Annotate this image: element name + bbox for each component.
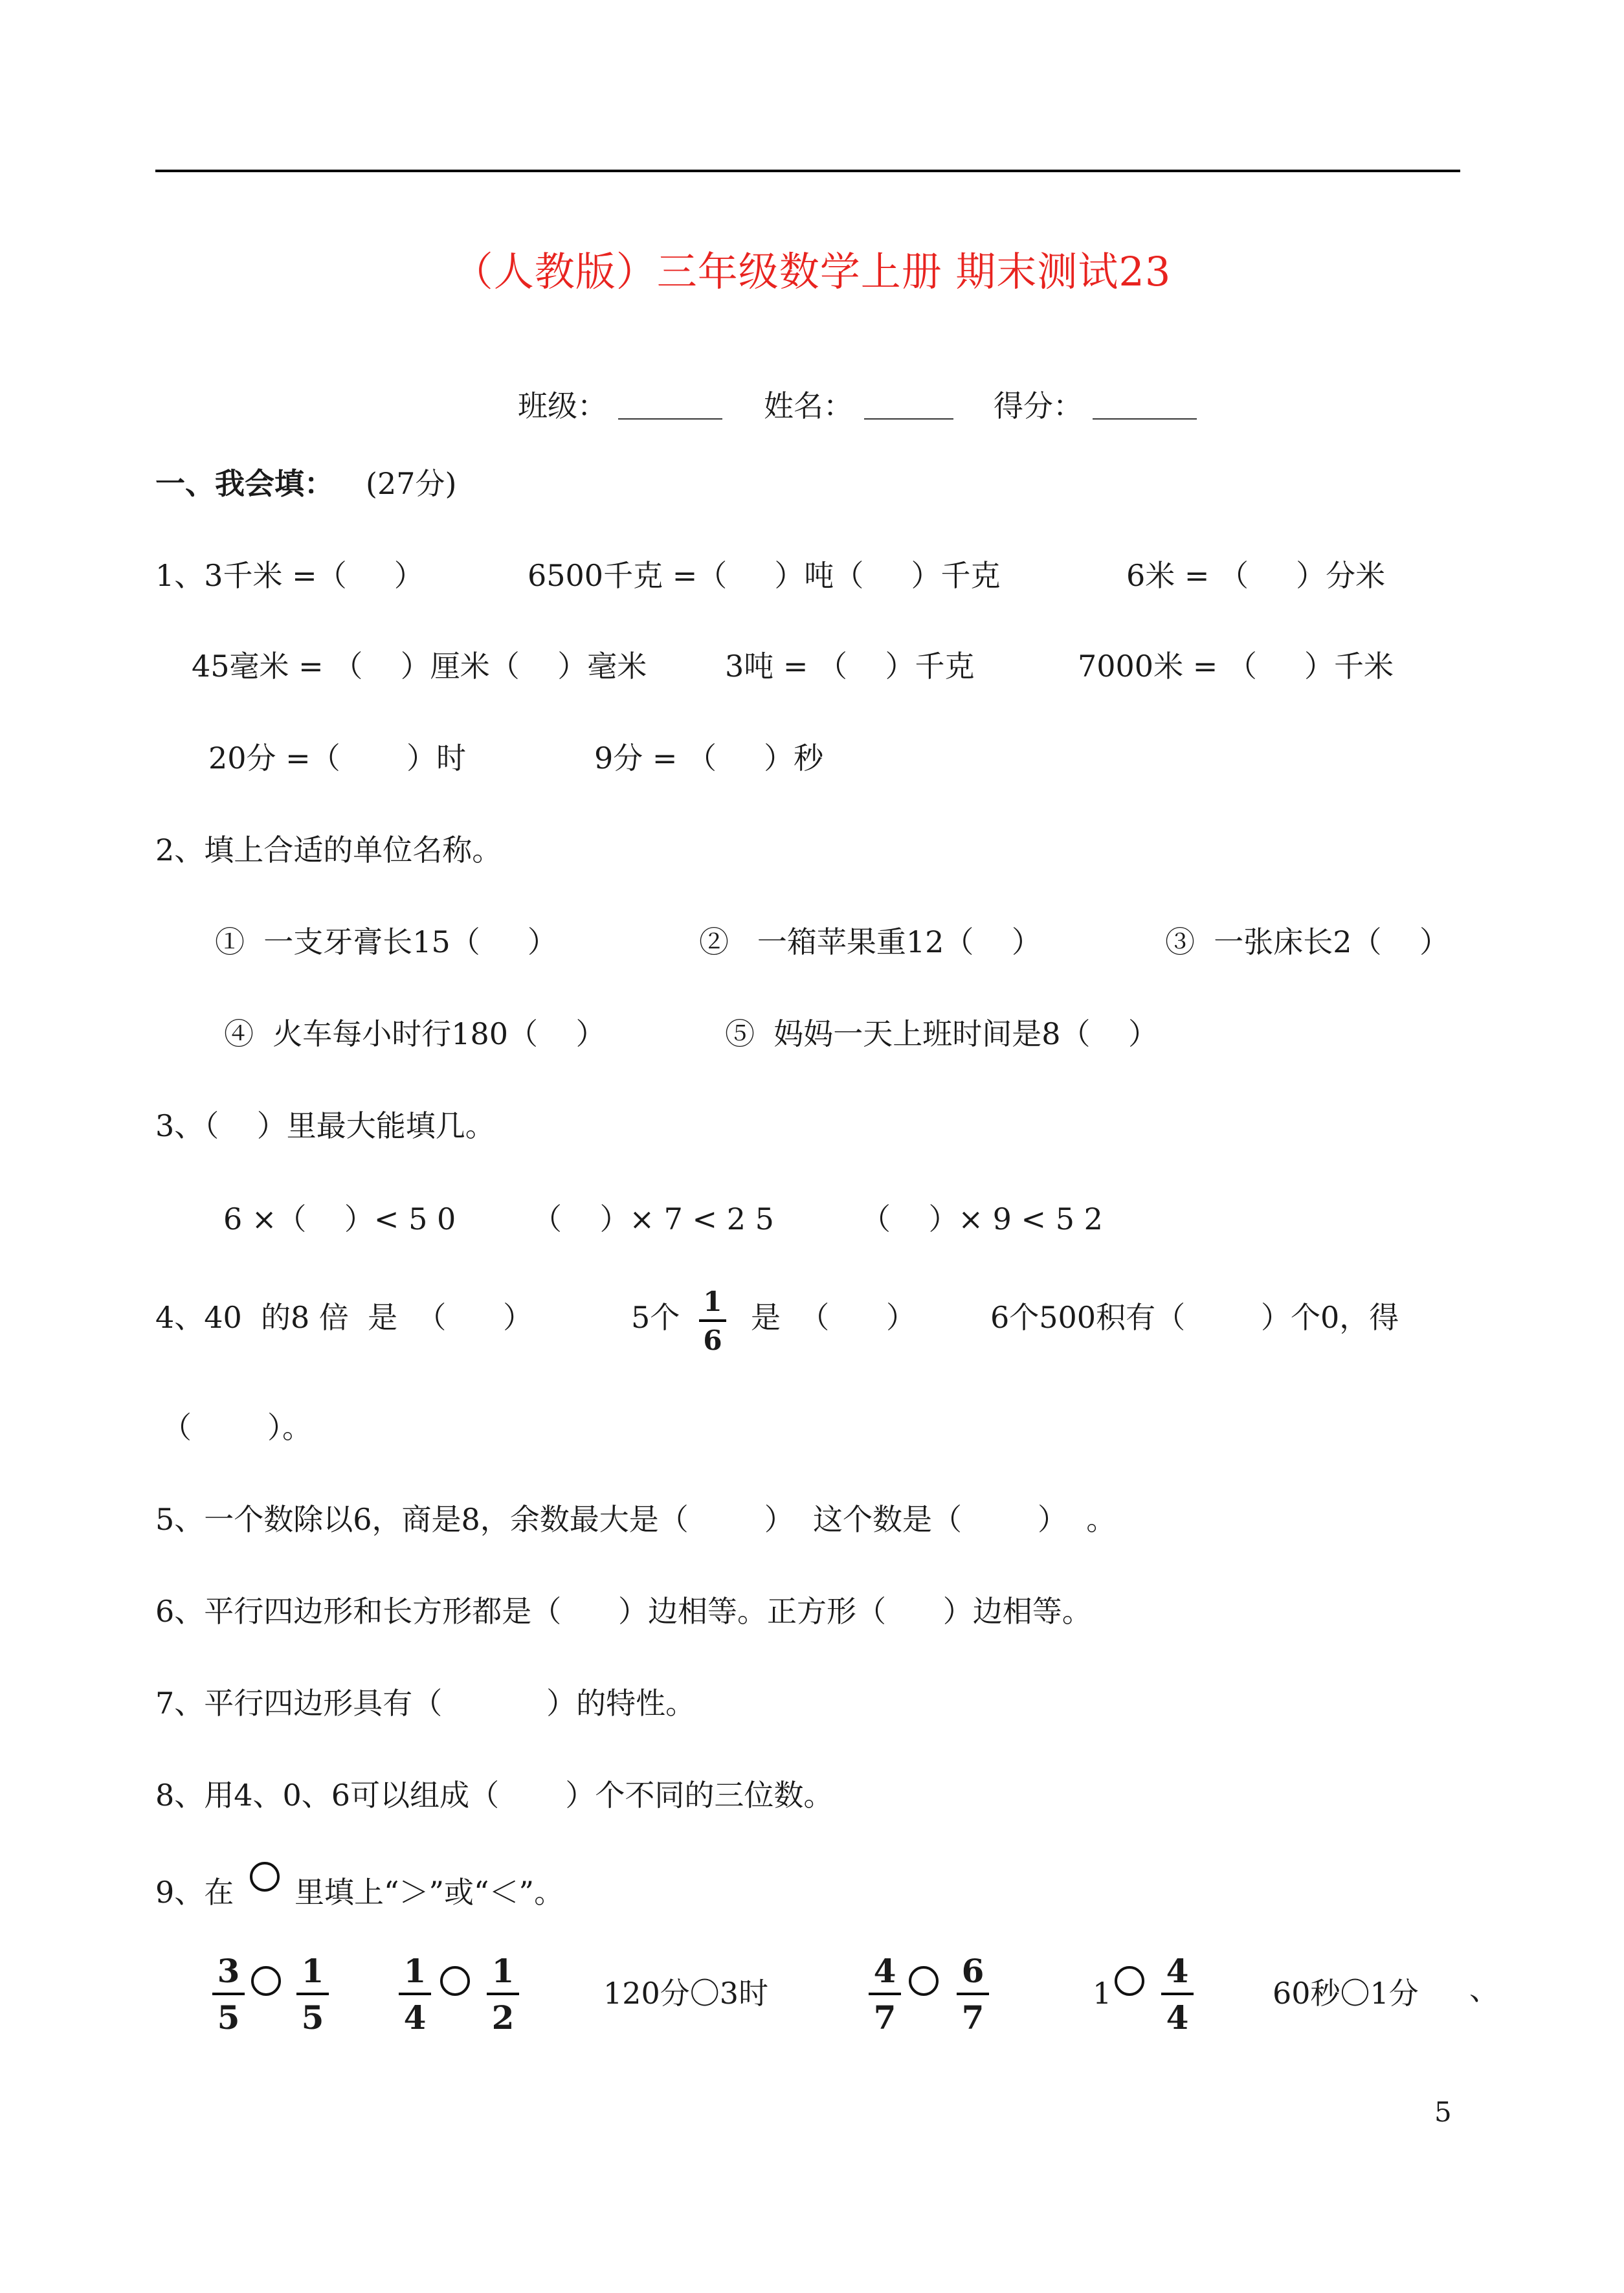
q9-trailing-mark: 、 [1469,1972,1499,2007]
q9a-left-fraction [212,1952,245,2037]
q9a-compare-circle[interactable] [251,1966,281,1996]
q2-item-1: ① 一支牙膏长15（ ） [215,924,557,959]
fraction-numerator: 4 [1166,1952,1189,1990]
q9b-right-fraction [487,1952,519,2037]
q2-stem: 2、填上合适的单位名称。 [155,833,502,867]
q9e-left-number: 1 [1093,1976,1112,2011]
q9d-compare-circle[interactable] [909,1966,939,1996]
q1-item-8: 9分 = （ ）秒 [594,741,824,776]
section-heading: 一、我会填： [155,466,334,501]
q1-item-1: 1、3千米 =（ ） [155,558,424,593]
q4-part-1: 4、40 的8 倍 是 （ ） [155,1300,533,1335]
q1-item-3: 6米 = （ ）分米 [1126,558,1386,593]
fraction-numerator: 1 [403,1952,427,1990]
section-points: (27分) [366,466,457,501]
q9a-right-fraction [296,1952,329,2037]
q4-part-2-prefix: 5个 [631,1300,680,1335]
q1-item-6: 7000米 = （ ）千米 [1078,649,1394,684]
score-blank[interactable]: _______ [1093,385,1197,419]
fraction-bar [212,1993,245,1995]
q9e-compare-circle[interactable] [1115,1966,1144,1996]
q1-item-4: 45毫米 = （ ）厘米（ ）毫米 [192,649,647,684]
fraction-denominator: 4 [1166,1998,1189,2037]
q9b-compare-circle[interactable] [440,1966,470,1996]
q1-item-2: 6500千克 =（ ）吨（ ）千克 [528,558,1001,593]
fraction-bar [869,1993,901,1995]
fraction-bar [399,1993,431,1995]
fraction-denominator: 5 [301,1998,324,2037]
q2-item-5: ⑤ 妈妈一天上班时间是8（ ） [725,1016,1158,1051]
q3-item-3: （ ）× 9 < 5 2 [861,1202,1103,1236]
fraction-bar [957,1993,989,1995]
fraction-numerator: 3 [217,1952,240,1990]
fraction-denominator: 7 [873,1998,896,2037]
q9b-left-fraction [399,1952,431,2037]
q2-item-2: ② 一箱苹果重12（ ） [699,924,1041,959]
page-number: 5 [1434,2096,1452,2128]
class-label: 班级： [518,388,607,423]
q3-stem: 3、（ ）里最大能填几。 [155,1108,495,1143]
name-label: 姓名： [764,388,853,423]
score-label: 得分： [994,388,1083,423]
compare-circle-icon [250,1862,280,1892]
fraction-numerator: 1 [491,1952,515,1990]
q7: 7、平行四边形具有（ ）的特性。 [155,1686,696,1721]
q1-item-5: 3吨 = （ ）千克 [725,649,975,684]
fraction-denominator: 5 [217,1998,240,2037]
q9d-left-fraction [869,1952,901,2037]
fraction-bar [487,1993,519,1995]
q4-fraction [699,1288,726,1354]
q4-part-2-suffix: 是 （ ） [751,1300,916,1335]
fraction-numerator: 4 [873,1952,896,1990]
fraction-denominator: 4 [403,1998,427,2037]
page-title: （人教版）三年级数学上册 期末测试23 [452,248,1172,295]
fraction-numerator: 1 [301,1952,324,1990]
q9-stem-prefix: 9、在 [155,1875,234,1910]
fraction-denominator: 6 [703,1325,722,1356]
fraction-bar [699,1319,726,1322]
q9f-item: 60秒〇1分 [1273,1976,1419,2011]
q2-item-3: ③ 一张床长2（ ） [1165,924,1449,959]
fraction-numerator: 1 [703,1286,722,1317]
q3-item-2: （ ）× 7 < 2 5 [532,1202,774,1236]
q9-stem-suffix: 里填上“＞”或“＜”。 [295,1875,564,1910]
q6: 6、平行四边形和长方形都是（ ）边相等。正方形（ ）边相等。 [155,1594,1092,1629]
q9d-right-fraction [957,1952,989,2037]
fraction-denominator: 7 [961,1998,984,2037]
q9e-right-fraction [1161,1952,1194,2037]
fraction-bar [296,1993,329,1995]
fraction-bar [1161,1993,1194,1995]
q5: 5、一个数除以6，商是8，余数最大是（ ） 这个数是（ ） 。 [155,1502,1117,1537]
q8: 8、用4、0、6可以组成（ ）个不同的三位数。 [155,1778,834,1813]
q1-item-7: 20分 =（ ）时 [208,741,467,776]
q3-item-1: 6 ×（ ）< 5 0 [223,1202,456,1236]
q2-item-4: ④ 火车每小时行180（ ） [224,1016,606,1051]
fraction-numerator: 6 [961,1952,984,1990]
name-blank[interactable]: ______ [864,385,953,419]
q4-part-3: 6个500积有（ ）个0，得 [990,1300,1399,1335]
fraction-denominator: 2 [491,1998,515,2037]
q4-continuation: （ ）。 [162,1410,312,1445]
q9c-item: 120分〇3时 [603,1976,769,2011]
class-blank[interactable]: _______ [618,385,722,419]
header-rule [155,170,1460,172]
